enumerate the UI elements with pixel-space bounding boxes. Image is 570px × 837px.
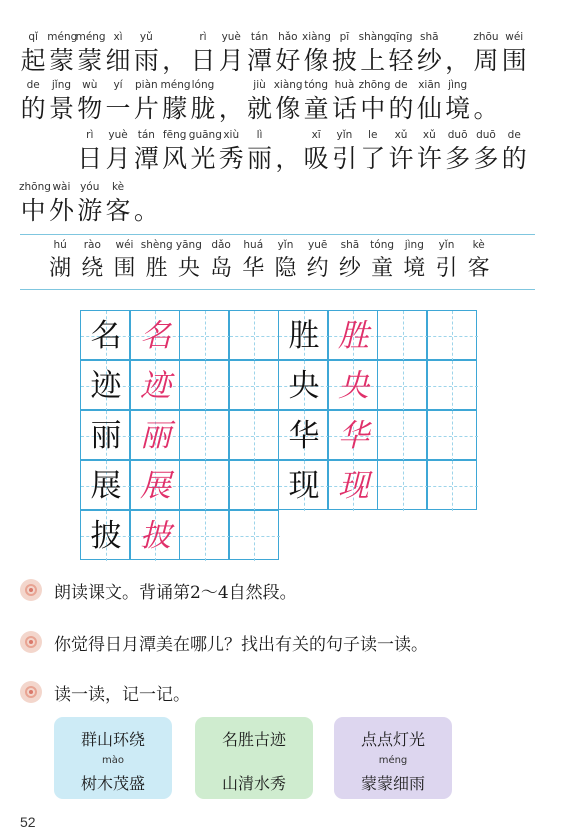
pinyin-char bbox=[189, 78, 217, 126]
pinyin: zhōu bbox=[473, 31, 499, 43]
pinyin: de bbox=[507, 129, 521, 141]
pinyin-char bbox=[302, 30, 330, 78]
divider-bottom bbox=[20, 289, 535, 290]
hanzi: 日 bbox=[190, 46, 216, 75]
pinyin-char bbox=[415, 128, 443, 176]
pinyin-char bbox=[444, 128, 472, 176]
trace-character-cell bbox=[130, 510, 180, 560]
pinyin-char bbox=[19, 180, 51, 228]
trace-character: 展 bbox=[140, 468, 171, 504]
hanzi: 华 bbox=[242, 256, 265, 281]
pinyin-char bbox=[19, 128, 47, 176]
pinyin-char bbox=[472, 30, 500, 78]
pinyin: yǐn bbox=[336, 129, 353, 141]
word: 山清水秀 bbox=[221, 774, 286, 793]
model-character-cell bbox=[80, 460, 130, 510]
trace-character-cell bbox=[130, 360, 180, 410]
model-character-cell bbox=[80, 310, 130, 360]
hanzi: 胜 bbox=[145, 256, 168, 281]
pinyin-char bbox=[47, 78, 75, 126]
pinyin: yuè bbox=[108, 129, 128, 141]
practice-cell bbox=[427, 460, 477, 510]
pinyin: xǔ bbox=[422, 129, 436, 141]
pinyin: xiān bbox=[418, 79, 441, 91]
pinyin: yí bbox=[113, 79, 123, 91]
word: 名胜古迹 bbox=[221, 730, 286, 749]
pinyin: de bbox=[394, 79, 408, 91]
pinyin: tóng bbox=[370, 239, 395, 251]
trace-character: 现 bbox=[338, 468, 369, 504]
hanzi: 上 bbox=[360, 46, 386, 75]
pinyin-char bbox=[47, 180, 75, 228]
hanzi: 的 bbox=[20, 94, 46, 123]
hanzi: 客 bbox=[105, 196, 131, 225]
practice-cell bbox=[427, 410, 477, 460]
pinyin-char bbox=[161, 30, 189, 78]
pinyin: huá bbox=[243, 239, 264, 251]
hanzi: 像 bbox=[303, 46, 329, 75]
pinyin bbox=[132, 180, 160, 194]
flower-icon bbox=[20, 579, 42, 601]
hanzi: 轻 bbox=[388, 46, 414, 75]
pinyin: shèng bbox=[140, 239, 173, 251]
pinyin-char bbox=[302, 78, 330, 126]
new-character bbox=[302, 238, 334, 286]
pinyin-char bbox=[188, 128, 222, 176]
hanzi: 。 bbox=[473, 94, 499, 123]
new-character bbox=[334, 238, 366, 286]
practice-cell bbox=[179, 310, 229, 360]
hanzi: 仙 bbox=[416, 94, 442, 123]
pinyin-char bbox=[274, 128, 302, 176]
practice-cell bbox=[229, 310, 279, 360]
hanzi: 景 bbox=[48, 94, 74, 123]
pinyin: huà bbox=[334, 79, 355, 91]
pinyin: hú bbox=[53, 239, 67, 251]
pinyin-char bbox=[19, 30, 47, 78]
pinyin: jìng bbox=[404, 239, 424, 251]
passage-line bbox=[0, 128, 570, 180]
pinyin: de bbox=[26, 79, 40, 91]
hanzi: 隐 bbox=[274, 256, 297, 281]
pinyin: qǐ bbox=[28, 31, 38, 43]
hanzi: 潭 bbox=[247, 46, 273, 75]
model-character: 胜 bbox=[288, 318, 320, 354]
pinyin-char bbox=[358, 30, 391, 78]
pinyin-char bbox=[132, 30, 160, 78]
hanzi: 丽 bbox=[247, 144, 273, 173]
pinyin-char bbox=[104, 128, 132, 176]
new-character bbox=[44, 238, 76, 286]
practice-cell bbox=[427, 360, 477, 410]
new-character bbox=[269, 238, 301, 286]
practice-cell bbox=[427, 310, 477, 360]
hanzi: 月 bbox=[218, 46, 244, 75]
pinyin-char bbox=[330, 78, 358, 126]
pinyin: méng bbox=[47, 31, 78, 43]
pinyin-char bbox=[161, 78, 189, 126]
word-card-1 bbox=[54, 717, 172, 799]
hanzi: 起 bbox=[20, 46, 46, 75]
practice-cell bbox=[179, 410, 229, 460]
trace-character-cell bbox=[328, 460, 378, 510]
pinyin: xiàng bbox=[302, 31, 331, 43]
hanzi: 中 bbox=[20, 196, 46, 225]
hanzi: 湖 bbox=[49, 256, 72, 281]
hanzi: 光 bbox=[190, 144, 216, 173]
pinyin-char bbox=[245, 128, 273, 176]
page-number: 52 bbox=[20, 814, 36, 830]
pinyin: méng bbox=[160, 79, 191, 91]
pinyin-char bbox=[132, 78, 160, 126]
hanzi: 引 bbox=[435, 256, 458, 281]
pinyin: shàng bbox=[358, 31, 391, 43]
pinyin: zhōng bbox=[358, 79, 391, 91]
exercise-3 bbox=[20, 678, 190, 706]
hanzi: 胧 bbox=[190, 94, 216, 123]
hanzi: 月 bbox=[105, 144, 131, 173]
practice-cell bbox=[179, 460, 229, 510]
hanzi: 纱 bbox=[338, 256, 361, 281]
hanzi: 许 bbox=[416, 144, 442, 173]
trace-character: 央 bbox=[338, 368, 369, 404]
pinyin-char bbox=[47, 128, 75, 176]
hanzi: 就 bbox=[247, 94, 273, 123]
pinyin: kè bbox=[472, 239, 485, 251]
hanzi: 围 bbox=[501, 46, 527, 75]
hanzi bbox=[47, 142, 75, 176]
trace-character-cell bbox=[328, 360, 378, 410]
pinyin: jiù bbox=[253, 79, 266, 91]
pinyin: shā bbox=[420, 31, 439, 43]
pinyin-char bbox=[76, 78, 104, 126]
hanzi: 细 bbox=[105, 46, 131, 75]
passage-line bbox=[0, 180, 570, 232]
pinyin bbox=[19, 128, 47, 142]
practice-cell bbox=[377, 460, 427, 510]
hanzi: 话 bbox=[331, 94, 357, 123]
pinyin-char bbox=[104, 78, 132, 126]
word: 树木茂盛 bbox=[80, 774, 145, 793]
pinyin-char bbox=[415, 30, 443, 78]
practice-cell bbox=[179, 510, 229, 560]
pinyin: qīng bbox=[389, 31, 413, 43]
pinyin: kè bbox=[111, 181, 125, 193]
pinyin-char bbox=[274, 78, 302, 126]
word-pinyin: méng bbox=[378, 755, 408, 766]
word-card-2 bbox=[195, 717, 313, 799]
pinyin-char bbox=[132, 180, 160, 228]
pinyin-char bbox=[472, 78, 500, 126]
pinyin: jǐng bbox=[51, 79, 72, 91]
pinyin bbox=[217, 78, 245, 92]
hanzi: 童 bbox=[303, 94, 329, 123]
flower-icon bbox=[20, 681, 42, 703]
passage-line bbox=[0, 30, 570, 82]
pinyin: wài bbox=[52, 181, 71, 193]
pinyin: méng bbox=[75, 31, 106, 43]
trace-character: 披 bbox=[140, 518, 171, 554]
pinyin: yǔ bbox=[139, 31, 153, 43]
pinyin: rào bbox=[83, 239, 101, 251]
model-character-cell bbox=[278, 460, 328, 510]
pinyin: yuè bbox=[221, 31, 241, 43]
pinyin-char bbox=[161, 128, 189, 176]
hanzi: 客 bbox=[467, 256, 490, 281]
passage-line bbox=[0, 78, 570, 130]
word: 点点灯光 bbox=[360, 730, 425, 749]
hanzi: 潭 bbox=[133, 144, 159, 173]
new-character bbox=[205, 238, 237, 286]
new-character bbox=[173, 238, 205, 286]
pinyin-char bbox=[76, 128, 104, 176]
hanzi: 央 bbox=[177, 256, 200, 281]
pinyin: yuē bbox=[308, 239, 328, 251]
model-character-cell bbox=[278, 310, 328, 360]
pinyin: duō bbox=[476, 129, 496, 141]
trace-character: 胜 bbox=[338, 318, 369, 354]
pinyin: tán bbox=[250, 31, 269, 43]
pinyin: yǐn bbox=[277, 239, 294, 251]
exercise-text: 你觉得日月潭美在哪儿？找出有关的句子读一读。 bbox=[54, 634, 428, 655]
new-character bbox=[108, 238, 140, 286]
hanzi: 蒙 bbox=[48, 46, 74, 75]
pinyin: jìng bbox=[448, 79, 468, 91]
practice-cell bbox=[229, 410, 279, 460]
hanzi: 中 bbox=[360, 94, 386, 123]
new-character bbox=[237, 238, 269, 286]
hanzi: ， bbox=[445, 46, 471, 75]
pinyin-char bbox=[415, 78, 443, 126]
practice-cell bbox=[377, 360, 427, 410]
model-character: 展 bbox=[90, 468, 122, 504]
new-character bbox=[366, 238, 398, 286]
hanzi: ， bbox=[162, 46, 188, 75]
pinyin: fēng bbox=[162, 129, 187, 141]
pinyin-char bbox=[217, 78, 245, 126]
pinyin: duō bbox=[447, 129, 468, 141]
pinyin-char bbox=[358, 78, 391, 126]
pinyin: yóu bbox=[80, 181, 100, 193]
model-character-cell bbox=[80, 510, 130, 560]
pinyin-char bbox=[500, 128, 528, 176]
pinyin: lì bbox=[256, 129, 263, 141]
pinyin: tán bbox=[137, 129, 155, 141]
hanzi: 童 bbox=[371, 256, 394, 281]
pinyin: pī bbox=[339, 31, 350, 43]
pinyin: rì bbox=[86, 129, 94, 141]
pinyin-char bbox=[76, 30, 104, 78]
hanzi: 游 bbox=[77, 196, 103, 225]
hanzi: 纱 bbox=[416, 46, 442, 75]
pinyin-char bbox=[330, 30, 358, 78]
hanzi: 朦 bbox=[162, 94, 188, 123]
hanzi: ， bbox=[275, 144, 301, 173]
hanzi: 像 bbox=[275, 94, 301, 123]
new-character bbox=[398, 238, 430, 286]
hanzi: 的 bbox=[501, 144, 527, 173]
hanzi: 日 bbox=[77, 144, 103, 173]
pinyin-char bbox=[500, 30, 528, 78]
hanzi: 绕 bbox=[81, 256, 104, 281]
pinyin bbox=[161, 30, 189, 44]
hanzi: 境 bbox=[445, 94, 471, 123]
pinyin-char bbox=[132, 128, 160, 176]
pinyin-char bbox=[359, 128, 387, 176]
practice-cell bbox=[179, 360, 229, 410]
hanzi: 引 bbox=[331, 144, 357, 173]
practice-cell bbox=[377, 410, 427, 460]
pinyin-char bbox=[387, 78, 415, 126]
practice-cell bbox=[377, 310, 427, 360]
trace-character-cell bbox=[130, 410, 180, 460]
exercise-text: 读一读，记一记。 bbox=[54, 684, 190, 705]
hanzi: 了 bbox=[360, 144, 386, 173]
exercise-1 bbox=[20, 576, 297, 604]
model-character: 华 bbox=[288, 418, 320, 454]
pinyin-char bbox=[104, 30, 132, 78]
pinyin-char bbox=[189, 30, 217, 78]
trace-character: 名 bbox=[140, 318, 171, 354]
hanzi: 披 bbox=[331, 46, 357, 75]
pinyin: wéi bbox=[115, 239, 134, 251]
trace-character-cell bbox=[328, 410, 378, 460]
hanzi: 物 bbox=[77, 94, 103, 123]
model-character: 披 bbox=[90, 518, 122, 554]
pinyin: yāng bbox=[175, 239, 202, 251]
hanzi: 好 bbox=[275, 46, 301, 75]
hanzi: 片 bbox=[133, 94, 159, 123]
model-character-cell bbox=[80, 360, 130, 410]
pinyin-char bbox=[387, 128, 415, 176]
pinyin-char bbox=[387, 30, 415, 78]
pinyin-char bbox=[19, 78, 47, 126]
pinyin-char bbox=[274, 30, 302, 78]
trace-character: 迹 bbox=[140, 368, 171, 404]
hanzi: 约 bbox=[306, 256, 329, 281]
hanzi: 岛 bbox=[210, 256, 233, 281]
pinyin-char bbox=[444, 78, 472, 126]
hanzi: 围 bbox=[113, 256, 136, 281]
hanzi: 多 bbox=[445, 144, 471, 173]
pinyin: guāng bbox=[188, 129, 222, 141]
pinyin-char bbox=[302, 128, 330, 176]
hanzi: 周 bbox=[473, 46, 499, 75]
divider-top bbox=[20, 234, 535, 235]
pinyin bbox=[274, 128, 302, 142]
pinyin-char bbox=[245, 78, 273, 126]
hanzi: ， bbox=[218, 94, 244, 123]
trace-character-cell bbox=[130, 310, 180, 360]
practice-cell bbox=[229, 460, 279, 510]
exercise-2 bbox=[20, 628, 428, 656]
pinyin bbox=[444, 30, 472, 44]
pinyin bbox=[47, 128, 75, 142]
word: 蒙蒙细雨 bbox=[360, 774, 425, 793]
pinyin-char bbox=[76, 180, 104, 228]
pinyin-char bbox=[104, 180, 132, 228]
pinyin: xiù bbox=[223, 129, 240, 141]
model-character: 央 bbox=[288, 368, 320, 404]
model-character-cell bbox=[80, 410, 130, 460]
pinyin: dǎo bbox=[211, 239, 231, 251]
hanzi: 雨 bbox=[133, 46, 159, 75]
trace-character-cell bbox=[328, 310, 378, 360]
hanzi: 多 bbox=[473, 144, 499, 173]
pinyin: xǔ bbox=[394, 129, 408, 141]
pinyin-char bbox=[245, 30, 273, 78]
pinyin-char bbox=[472, 128, 500, 176]
model-character: 现 bbox=[288, 468, 320, 504]
pinyin bbox=[472, 78, 500, 92]
hanzi: 境 bbox=[403, 256, 426, 281]
pinyin-char bbox=[444, 30, 472, 78]
trace-character: 华 bbox=[338, 418, 369, 454]
pinyin-char bbox=[330, 128, 358, 176]
hanzi: 的 bbox=[388, 94, 414, 123]
model-character-cell bbox=[278, 410, 328, 460]
new-characters-row bbox=[0, 238, 570, 290]
hanzi: 吸 bbox=[303, 144, 329, 173]
pinyin: lóng bbox=[191, 79, 215, 91]
word-card-3 bbox=[334, 717, 452, 799]
practice-cell bbox=[229, 360, 279, 410]
hanzi: 许 bbox=[388, 144, 414, 173]
hanzi: 风 bbox=[162, 144, 188, 173]
model-character: 迹 bbox=[90, 368, 122, 404]
pinyin: shā bbox=[340, 239, 360, 251]
pinyin: yǐn bbox=[438, 239, 455, 251]
flower-icon bbox=[20, 631, 42, 653]
pinyin: xì bbox=[113, 31, 123, 43]
pinyin: xī bbox=[311, 129, 321, 141]
pinyin-char bbox=[217, 128, 245, 176]
pinyin: le bbox=[368, 129, 378, 141]
new-character bbox=[430, 238, 462, 286]
word-pinyin: mào bbox=[102, 755, 124, 766]
hanzi bbox=[19, 142, 47, 176]
hanzi: 。 bbox=[133, 196, 159, 225]
pinyin-char bbox=[217, 30, 245, 78]
hanzi: 秀 bbox=[218, 144, 244, 173]
pinyin: zhōng bbox=[19, 181, 51, 193]
pinyin: piàn bbox=[135, 79, 158, 91]
word: 群山环绕 bbox=[80, 730, 145, 749]
pinyin: rì bbox=[199, 31, 207, 43]
hanzi: 蒙 bbox=[77, 46, 103, 75]
pinyin: hǎo bbox=[278, 31, 298, 43]
pinyin: wéi bbox=[505, 31, 524, 43]
hanzi: 外 bbox=[48, 196, 74, 225]
model-character-cell bbox=[278, 360, 328, 410]
new-character bbox=[141, 238, 173, 286]
new-character bbox=[76, 238, 108, 286]
pinyin-char bbox=[47, 30, 78, 78]
model-character: 丽 bbox=[90, 418, 122, 454]
trace-character-cell bbox=[130, 460, 180, 510]
hanzi: 一 bbox=[105, 94, 131, 123]
practice-cell bbox=[229, 510, 279, 560]
pinyin: wù bbox=[82, 79, 98, 91]
pinyin: xiàng bbox=[273, 79, 303, 91]
new-character bbox=[463, 238, 495, 286]
exercise-text: 朗读课文。背诵第2～4自然段。 bbox=[54, 582, 297, 603]
model-character: 名 bbox=[90, 318, 122, 354]
trace-character: 丽 bbox=[140, 418, 171, 454]
pinyin: tóng bbox=[304, 79, 329, 91]
